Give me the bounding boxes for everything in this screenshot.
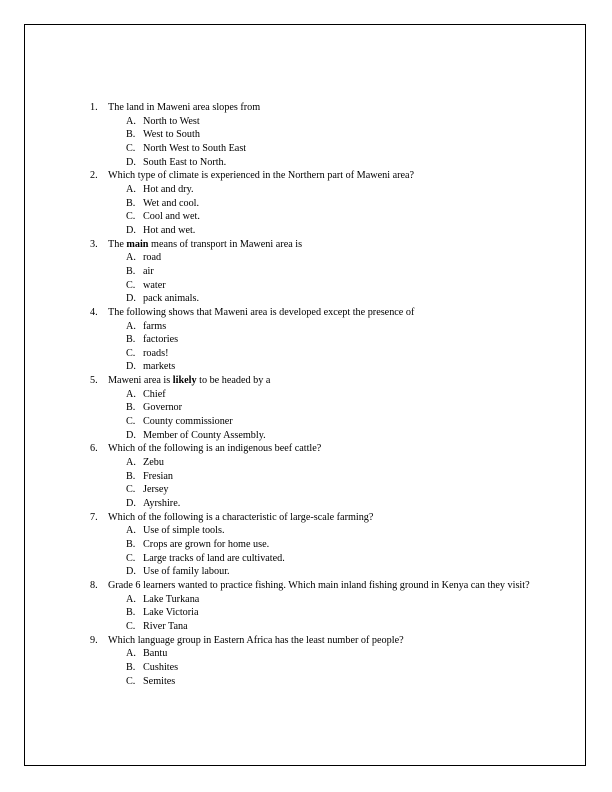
option-letter: C. (126, 484, 136, 496)
option-letter: B. (126, 197, 136, 209)
option-letter: C. (126, 211, 136, 223)
question-number: 3. (90, 238, 98, 250)
question-7 (90, 511, 550, 579)
answer-option (90, 593, 550, 607)
option-text: Hot and wet. (143, 224, 196, 236)
answer-option (90, 415, 550, 429)
answer-option (90, 210, 550, 224)
option-text: water (143, 279, 166, 291)
question-text (90, 442, 550, 456)
option-text: Lake Victoria (143, 607, 199, 619)
answer-option (90, 156, 550, 170)
question-stem: Which of the following is an indigenous beef cattle? (108, 443, 322, 455)
question-3 (90, 238, 550, 306)
option-text: Crops are grown for home use. (143, 539, 270, 550)
question-1 (90, 101, 550, 169)
option-letter: A. (126, 252, 136, 264)
option-text: Governor (143, 402, 183, 414)
option-text: Use of family labour. (143, 566, 230, 578)
option-text: Hot and dry. (143, 183, 194, 195)
answer-option (90, 497, 550, 511)
question-emphasis: main (126, 238, 149, 250)
answer-option (90, 647, 550, 661)
option-text: Use of simple tools. (143, 525, 225, 537)
question-text (90, 374, 550, 388)
option-text: markets (143, 361, 176, 373)
answer-option (90, 565, 550, 579)
option-letter: A. (126, 525, 136, 537)
option-text: pack animals. (143, 293, 200, 305)
option-text: Ayrshire. (143, 498, 181, 510)
question-number: 5. (90, 375, 98, 387)
option-text: West to South (143, 129, 200, 141)
question-9 (90, 634, 550, 689)
question-stem: Which of the following is a characteristic of large-scale farming? (108, 511, 374, 523)
option-text: Jersey (143, 484, 169, 496)
question-text (90, 634, 550, 648)
option-letter: B. (126, 334, 136, 346)
option-letter: C. (126, 279, 136, 291)
option-letter: B. (126, 539, 136, 550)
option-text: Bantu (143, 648, 168, 660)
question-number: 8. (90, 579, 98, 591)
question-5 (90, 374, 550, 442)
option-letter: B. (126, 129, 136, 141)
question-number: 7. (90, 511, 98, 523)
question-number: 9. (90, 634, 98, 646)
answer-option (90, 524, 550, 538)
option-text: Semites (143, 675, 176, 687)
question-text (90, 579, 550, 593)
question-4 (90, 306, 550, 374)
option-text: North to West (143, 115, 200, 127)
question-stem: The land in Maweni area slopes from (108, 102, 261, 113)
question-text (90, 511, 550, 525)
question-stem: Which language group in Eastern Africa has the least number of people? (108, 634, 404, 646)
option-letter: B. (126, 265, 136, 277)
question-stem: Grade 6 learners wanted to practice fishing. Which main inland fishing ground in Kenya can they visit? (108, 579, 530, 591)
option-letter: D. (126, 361, 136, 373)
answer-option (90, 388, 550, 402)
answer-option (90, 360, 550, 374)
answer-option (90, 470, 550, 484)
question-stem-end: to be headed by a (196, 375, 271, 387)
option-letter: B. (126, 402, 136, 414)
answer-option (90, 483, 550, 497)
option-text: air (143, 265, 154, 277)
answer-option (90, 279, 550, 293)
option-letter: A. (126, 183, 136, 195)
question-text (90, 306, 550, 320)
option-letter: D. (126, 498, 136, 510)
question-stem: Which type of climate is experienced in the Northern part of Maweni area? (108, 170, 415, 182)
answer-option (90, 142, 550, 156)
question-number: 6. (90, 443, 98, 455)
option-text: Large tracks of land are cultivated. (143, 552, 285, 564)
option-letter: B. (126, 661, 136, 673)
question-2 (90, 169, 550, 237)
option-letter: D. (126, 429, 136, 441)
option-letter: C. (126, 347, 136, 359)
option-letter: C. (126, 416, 136, 428)
option-letter: A. (126, 648, 136, 660)
question-6 (90, 442, 550, 510)
answer-option (90, 333, 550, 347)
option-letter: A. (126, 320, 136, 332)
answer-option (90, 128, 550, 142)
question-emphasis: likely (172, 375, 197, 387)
option-text: Member of County Assembly. (143, 429, 266, 441)
question-text (90, 101, 550, 115)
option-text: farms (143, 320, 167, 332)
answer-option (90, 675, 550, 689)
question-text (90, 238, 550, 252)
option-letter: C. (126, 552, 136, 564)
option-letter: A. (126, 457, 136, 469)
question-stem: Maweni area is (108, 375, 173, 387)
question-8 (90, 579, 550, 634)
answer-option (90, 456, 550, 470)
option-letter: D. (126, 156, 136, 168)
option-letter: D. (126, 293, 136, 305)
answer-option (90, 183, 550, 197)
question-stem: The (108, 238, 127, 250)
option-text: roads! (143, 347, 169, 359)
question-text (90, 169, 550, 183)
answer-option (90, 115, 550, 129)
answer-option (90, 606, 550, 620)
option-text: South East to North. (143, 156, 227, 168)
option-letter: A. (126, 593, 136, 605)
answer-option (90, 251, 550, 265)
answer-option (90, 265, 550, 279)
answer-option (90, 320, 550, 334)
option-letter: C. (126, 675, 136, 687)
option-letter: A. (126, 388, 136, 400)
question-stem-end: means of transport in Maweni area is (148, 238, 303, 250)
option-text: County commissioner (143, 416, 233, 428)
answer-option (90, 401, 550, 415)
option-letter: D. (126, 224, 136, 236)
option-text: Chief (143, 388, 166, 400)
question-number: 2. (90, 170, 98, 182)
answer-option (90, 429, 550, 443)
option-text: Zebu (143, 457, 164, 469)
question-stem: The following shows that Maweni area is developed except the presence of (108, 306, 415, 318)
question-list (90, 101, 550, 688)
option-letter: A. (126, 115, 136, 127)
answer-option (90, 620, 550, 634)
question-number: 4. (90, 306, 98, 318)
option-text: Cool and wet. (143, 211, 200, 223)
option-letter: C. (126, 620, 136, 632)
option-text: Cushites (143, 661, 179, 673)
option-text: Fresian (143, 470, 173, 482)
answer-option (90, 197, 550, 211)
option-letter: C. (126, 142, 136, 154)
answer-option (90, 347, 550, 361)
option-letter: B. (126, 470, 136, 482)
answer-option (90, 224, 550, 238)
option-text: Lake Turkana (143, 593, 200, 605)
answer-option (90, 661, 550, 675)
option-letter: B. (126, 607, 136, 619)
option-text: North West to South East (143, 142, 247, 154)
option-text: Wet and cool. (143, 197, 200, 209)
question-number: 1. (90, 102, 98, 113)
option-letter: D. (126, 566, 136, 578)
option-text: road (143, 252, 162, 264)
answer-option (90, 292, 550, 306)
option-text: River Tana (143, 620, 188, 632)
answer-option (90, 538, 550, 552)
option-text: factories (143, 334, 179, 346)
answer-option (90, 552, 550, 566)
